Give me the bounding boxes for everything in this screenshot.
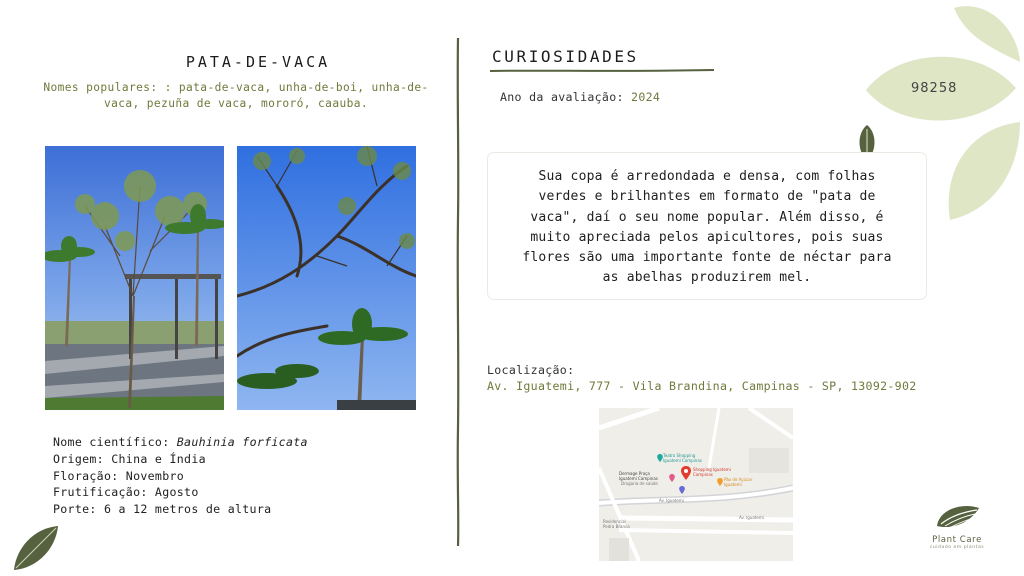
curiosities-title: CURIOSIDADES (492, 47, 639, 66)
brand-tagline: cuidado em plantas (929, 545, 985, 550)
plant-facts (53, 434, 308, 518)
map-label-place-right: Pão de Açúcar Iguatemi (724, 477, 753, 487)
map-label-place-top: Teatro Shopping Iguatemi Campinas (663, 453, 702, 463)
evaluation-year: Ano da avaliação: 2024 (500, 90, 661, 104)
fact-fruiting: Frutificação: Agosto (53, 485, 199, 500)
popular-names: Nomes populares: : pata-de-vaca, unha-de-boi, unha-de-vaca, pezuña de vaca, mororó, caauba. (43, 81, 429, 110)
place-pin-left-icon (669, 474, 675, 482)
map-label-place-bottom: Residencial Pedra Branca (603, 519, 630, 529)
plant-title: PATA-DE-VACA (185, 53, 331, 71)
map-label-street-1: Av. Iguatemi (659, 498, 684, 503)
leaf-icon-bottom-left (10, 522, 62, 572)
fact-flowering: Floração: Novembro (53, 468, 185, 483)
map-label-place-left: Dermage Praça Iguatemi Campinas (619, 471, 658, 481)
map-label-place-left-sub: Drogaria de saúde (621, 481, 658, 486)
location-map[interactable] (599, 408, 793, 561)
tree-photo-2 (237, 146, 416, 410)
map-pin-icon[interactable] (681, 466, 691, 480)
vertical-divider (455, 38, 461, 546)
fact-origin: Origem: China e Índia (53, 451, 206, 466)
title-underline (490, 68, 714, 74)
brand-name: Plant Care (932, 535, 982, 545)
place-pin-right-icon (717, 478, 723, 486)
place-pin-small-icon (679, 486, 685, 494)
fact-scientific-name: Nome científico: Bauhinia forficata (53, 435, 308, 449)
curiosities-card: Sua copa é arredondada e densa, com folhas verdes e brilhantes em formato de "pata de vaca", daí o seu nome popular. Além disso, é muito apreciada pelos apicultores, pois suas flores são uma importante fonte de néctar para as abelhas produzirem mel. (487, 152, 927, 300)
location-address[interactable]: Av. Iguatemi, 777 - Vila Brandina, Campinas - SP, 13092-902 (487, 379, 917, 393)
tree-photo-1 (45, 146, 224, 410)
plant-care-logo-icon (931, 502, 983, 530)
brand-logo (922, 502, 992, 550)
map-label-street-2: Av. Iguatemi (739, 515, 764, 520)
fact-size: Porte: 6 a 12 metros de altura (53, 502, 272, 517)
plant-code: 98258 (911, 81, 958, 96)
map-label-mall: Shopping Iguatemi Campinas (693, 467, 731, 477)
location-label: Localização: (487, 363, 575, 377)
